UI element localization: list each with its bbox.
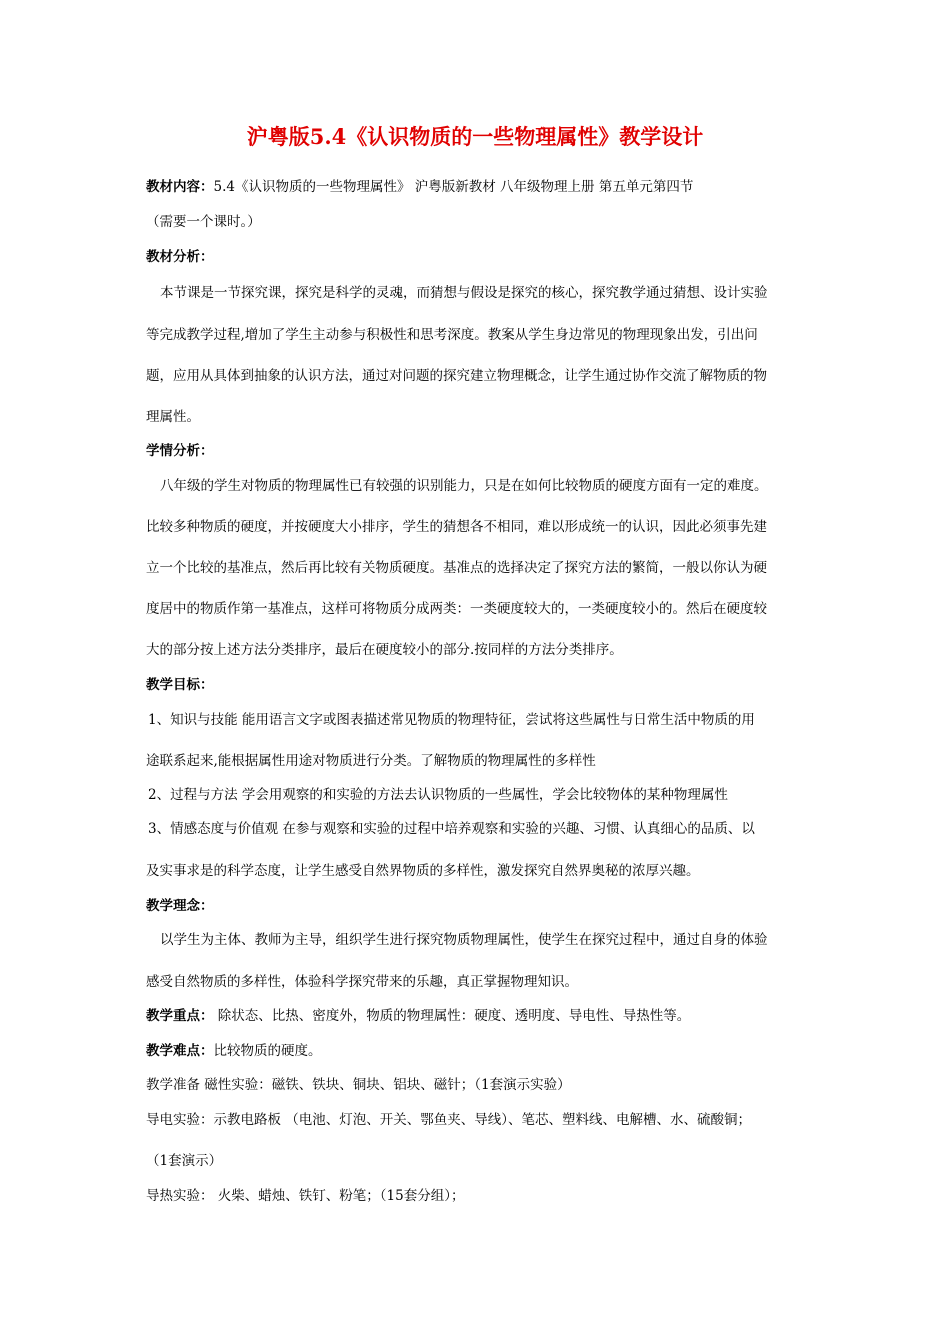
difficulty-label: 教学难点： [146, 1043, 214, 1059]
students-line: 大的部分按上述方法分类排序，最后在硬度较小的部分.按同样的方法分类排序。 [146, 642, 623, 658]
concept-label: 教学理念： [146, 898, 214, 914]
analysis-line: 理属性。 [146, 409, 200, 425]
goals-line: 3、情感态度与价值观 在参与观察和实验的过程中培养观察和实验的兴趣、习惯、认真细心的品质、以 [148, 821, 755, 837]
prep-line: 教学准备 磁性实验：磁铁、铁块、铜块、铝块、磁针；（1套演示实验） [146, 1077, 571, 1093]
prep-line: 导热实验： 火柴、蜡烛、铁钉、粉笔；（15套分组）； [146, 1188, 465, 1204]
key-text: 除状态、比热、密度外，物质的物理属性：硬度、透明度、导电性、导热性等。 [213, 1008, 691, 1024]
goals-label: 教学目标： [146, 677, 214, 693]
analysis-label: 教材分析： [146, 249, 214, 265]
prep-line: （1套演示） [146, 1153, 223, 1169]
goals-line: 途联系起来,能根据属性用途对物质进行分类。了解物质的物理属性的多样性 [146, 753, 596, 769]
analysis-line: 本节课是一节探究课，探究是科学的灵魂，而猜想与假设是探究的核心，探究教学通过猜想、设计实验 [160, 285, 768, 301]
content-line [146, 178, 693, 196]
goals-line: 及实事求是的科学态度，让学生感受自然界物质的多样性，激发探究自然界奥秘的浓厚兴趣。 [146, 863, 700, 879]
students-line: 八年级的学生对物质的物理属性已有较强的识别能力，只是在如何比较物质的硬度方面有一定的难度。 [160, 478, 768, 494]
difficulty-text: 比较物质的硬度。 [213, 1043, 322, 1059]
prep-line: 导电实验：示教电路板 （电池、灯泡、开关、鄂鱼夹、导线）、笔芯、塑料线、电解槽、水、硫酸铜； [146, 1112, 752, 1128]
analysis-line: 题，应用从具体到抽象的认识方法，通过对问题的探究建立物理概念，让学生通过协作交流了解物质的物 [146, 368, 767, 384]
students-line: 立一个比较的基准点，然后再比较有关物质硬度。基准点的选择决定了探究方法的繁简，一般以你认为硬 [146, 560, 767, 576]
students-label: 学情分析： [146, 443, 214, 459]
students-line: 比较多种物质的硬度，并按硬度大小排序，学生的猜想各不相同，难以形成统一的认识，因此必须事先建 [146, 519, 767, 535]
document-title: 沪粤版5.4《认识物质的一些物理属性》教学设计 [246, 124, 704, 149]
concept-line: 感受自然物质的多样性，体验科学探究带来的乐趣，真正掌握物理知识。 [146, 974, 578, 990]
key-line [146, 1007, 690, 1025]
difficulty-line [146, 1042, 322, 1060]
analysis-line: 等完成教学过程,增加了学生主动参与积极性和思考深度。教案从学生身边常见的物理现象出发，引出问 [146, 327, 758, 343]
content-text: 5.4《认识物质的一些物理属性》 沪粤版新教材 八年级物理上册 第五单元第四节 [213, 179, 694, 195]
concept-line: 以学生为主体、教师为主导，组织学生进行探究物质物理属性，使学生在探究过程中，通过自身的体验 [160, 932, 768, 948]
students-line: 度居中的物质作第一基准点，这样可将物质分成两类：一类硬度较大的，一类硬度较小的。然后在硬度较 [146, 601, 767, 617]
content-label: 教材内容： [146, 179, 214, 195]
goals-line: 1、知识与技能 能用语言文字或图表描述常见物质的物理特征，尝试将这些属性与日常生活中物质的用 [148, 712, 755, 728]
key-label: 教学重点： [146, 1008, 214, 1024]
content-note: （需要一个课时。） [146, 214, 261, 230]
goals-line: 2、过程与方法 学会用观察的和实验的方法去认识物质的一些属性，学会比较物体的某种物理属性 [148, 787, 728, 803]
